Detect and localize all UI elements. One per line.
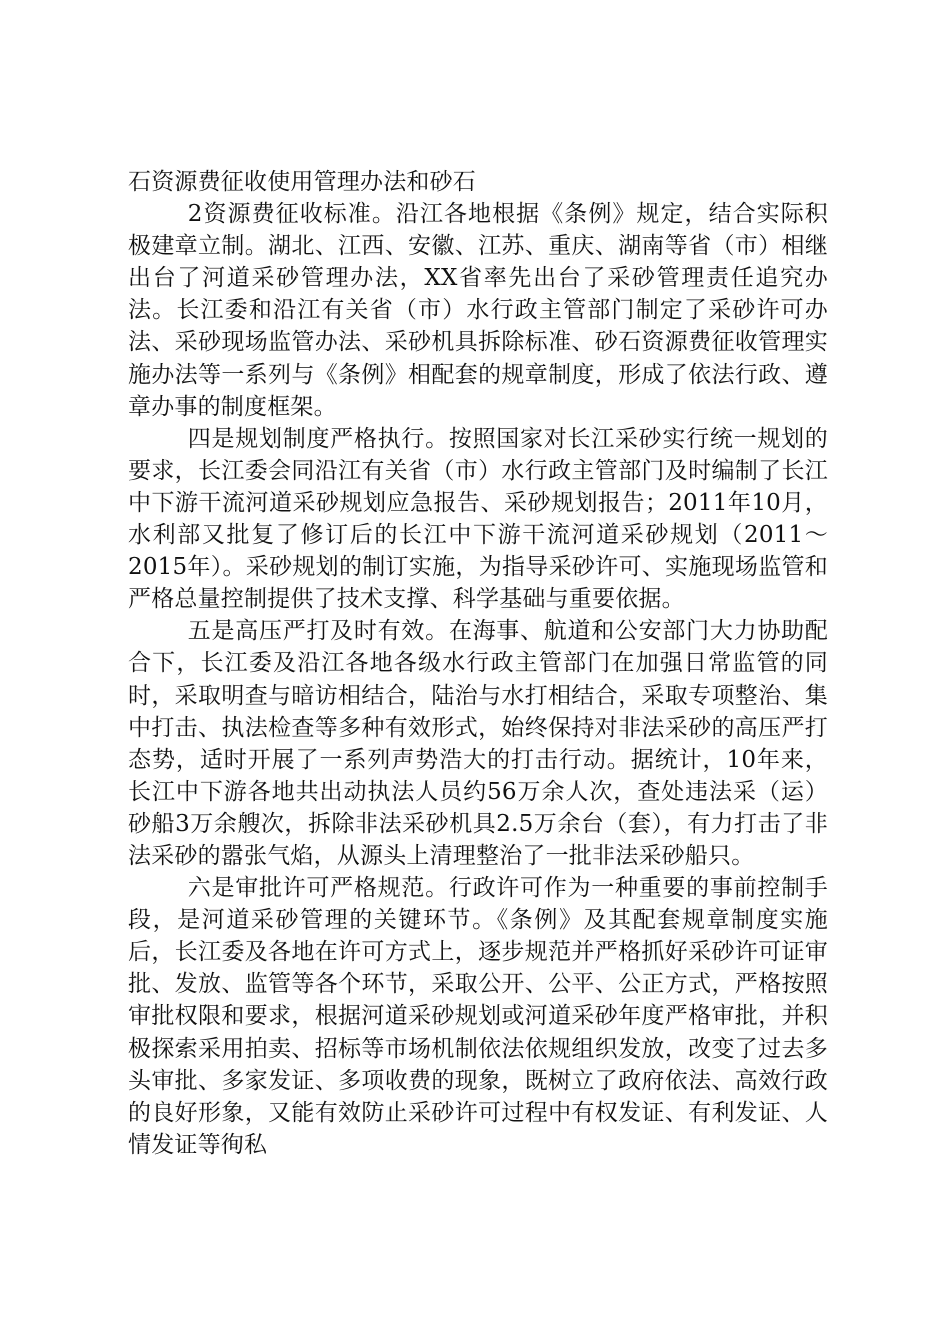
paragraph-licensing: 六是审批许可严格规范。行政许可作为一种重要的事前控制手段，是河道采砂管理的关键环节。《条例》及其配套规章制度实施后，长江委及各地在许可方式上，逐步规范并严格抓好采砂许可证审批、发放、监管等各个环节，采取公开、公平、公正方式，严格按照审批权限和要求，根据河道采砂规划或河道采砂年度严格审批，并积极探索采用拍卖、招标等市场机制依法依规组织发放，改变了过去多头审批、多家发证、多项收费的现象，既树立了政府依法、高效行政的良好形象，又能有效防止采砂许可过程中有权发证、有利发证、人情发证等徇私 xyxy=(128,875,828,1158)
paragraph-planning: 四是规划制度严格执行。按照国家对长江采砂实行统一规划的要求，长江委会同沿江有关省（市）水行政主管部门及时编制了长江中下游干流河道采砂规划应急报告、采砂规划报告；2011年10月，水利部又批复了修订后的长江中下游干流河道采砂规划（2011～2015年）。采砂规划的制订实施，为指导采砂许可、实施现场监管和严格总量控制提供了技术支撑、科学基础与重要依据。 xyxy=(128,425,828,613)
paragraph-enforcement: 五是高压严打及时有效。在海事、航道和公安部门大力协助配合下，长江委及沿江各地各级水行政主管部门在加强日常监管的同时，采取明查与暗访相结合，陆治与水打相结合，采取专项整治、集中打击、执法检查等多种有效形式，始终保持对非法采砂的高压严打态势，适时开展了一系列声势浩大的打击行动。据统计，10年来，长江中下游各地共出动执法人员约56万余人次，查处违法采（运）砂船3万余艘次，拆除非法采砂机具2.5万余台（套），有力打击了非法采砂的嚣张气焰，从源头上清理整治了一批非法采砂船只。 xyxy=(128,618,828,869)
paragraph-fragment: 石资源费征收使用管理办法和砂石 xyxy=(128,169,476,195)
document-body xyxy=(128,166,828,1161)
paragraph-regulations: 2资源费征收标准。沿江各地根据《条例》规定，结合实际积极建章立制。湖北、江西、安徽、江苏、重庆、湖南等省（市）相继出台了河道采砂管理办法，XX省率先出台了采砂管理责任追究办法。长江委和沿江有关省（市）水行政主管部门制定了采砂许可办法、采砂现场监管办法、采砂机具拆除标准、砂石资源费征收管理实施办法等一系列与《条例》相配套的规章制度，形成了依法行政、遵章办事的制度框架。 xyxy=(128,201,828,420)
